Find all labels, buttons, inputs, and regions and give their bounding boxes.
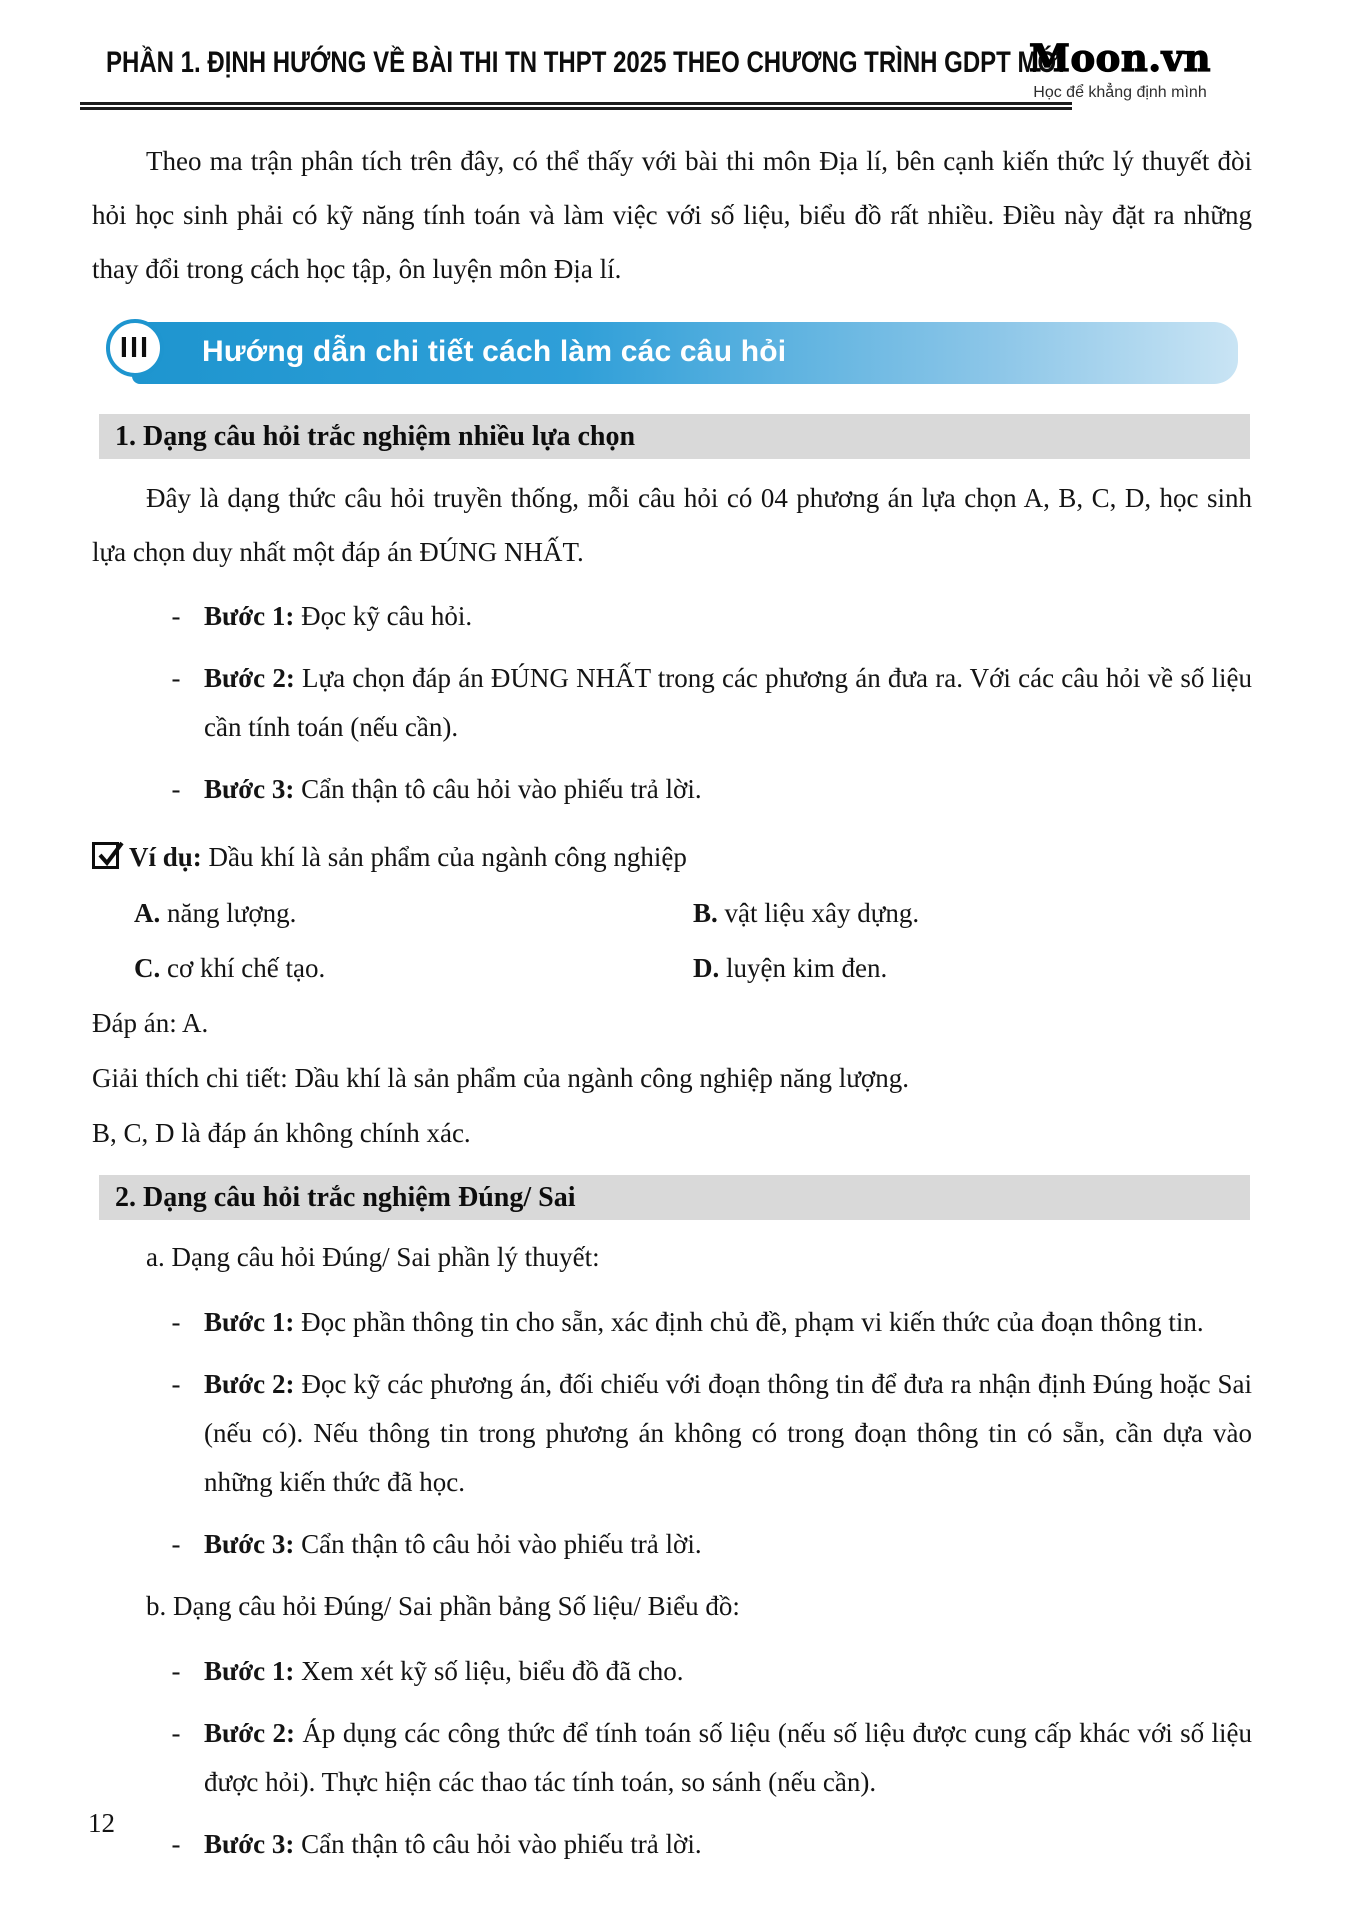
part-1-intro: Đây là dạng thức câu hỏi truyền thống, mỗi câu hỏi có 04 phương án lựa chọn A, B, C, D, học sinh lựa chọn duy nhất một đáp án ĐÚNG NHẤT. [92, 483, 1252, 567]
part2b-step-2 [92, 1709, 1252, 1807]
bullet-dash: - [171, 1656, 181, 1686]
option-d: D. luyện kim đen. [693, 953, 888, 983]
bullet-dash: - [171, 601, 181, 631]
note-line: B, C, D là đáp án không chính xác. [92, 1118, 471, 1148]
bullet-dash: - [171, 663, 181, 693]
page-number: 12 [88, 1808, 115, 1838]
part-1-heading: 1. Dạng câu hỏi trắc nghiệm nhiều lựa chọn [99, 414, 1250, 459]
answer-block [92, 996, 1252, 1161]
bullet-dash: - [171, 1307, 181, 1337]
step-label: Bước 2: [204, 1718, 296, 1748]
section-numeral-badge: III [106, 319, 164, 377]
intro-paragraph: Theo ma trận phân tích trên đây, có thể thấy với bài thi môn Địa lí, bên cạnh kiến thức lý thuyết đòi hỏi học sinh phải có kỹ năng tính toán và làm việc với số liệu, biểu đồ rất nhiều. Điều này đặt ra những thay đổi trong cách học tập, ôn luyện môn Địa lí. [92, 146, 1252, 284]
section-3-title: Hướng dẫn chi tiết cách làm các câu hỏi [202, 335, 787, 368]
option-c: C. cơ khí chế tạo. [134, 953, 326, 983]
step-text: Lựa chọn đáp án ĐÚNG NHẤT trong các phương án đưa ra. Với các câu hỏi về số liệu cần tính toán (nếu cần). [204, 663, 1253, 742]
part1-step-1 [92, 592, 1252, 641]
example-question: Dầu khí là sản phẩm của ngành công nghiệp [208, 842, 687, 872]
moon-vn-logo: Moon.vn [1029, 36, 1211, 80]
step-text: Cẩn thận tô câu hỏi vào phiếu trả lời. [301, 774, 702, 804]
logo-block [1006, 36, 1234, 102]
logo-tagline: Học để khẳng định mình [1033, 84, 1207, 101]
bullet-dash: - [171, 1718, 181, 1748]
step-text: Áp dụng các công thức để tính toán số liệu (nếu số liệu được cung cấp khác với số liệu được hỏi). Thực hiện các thao tác tính toán, so sánh (nếu cần). [204, 1718, 1253, 1797]
step-label: Bước 1: [204, 601, 295, 631]
part2b-step-3 [92, 1820, 1252, 1869]
step-label: Bước 2: [204, 1369, 295, 1399]
step-label: Bước 3: [204, 1529, 295, 1559]
page-title: PHẦN 1. ĐỊNH HƯỚNG VỀ BÀI THI TN THPT 2025 THEO CHƯƠNG TRÌNH GDPT MỚI [106, 46, 1065, 79]
step-label: Bước 3: [204, 774, 295, 804]
part2b-step-1 [92, 1647, 1252, 1696]
step-text: Đọc phần thông tin cho sẵn, xác định chủ đề, phạm vi kiến thức của đoạn thông tin. [301, 1307, 1204, 1337]
bullet-dash: - [171, 1829, 181, 1859]
step-text: Đọc kỹ các phương án, đối chiếu với đoạn thông tin để đưa ra nhận định Đúng hoặc Sai (nếu có). Nếu thông tin trong phương án không có trong đoạn thông tin có sẵn, cần dựa vào những kiến thức đã học. [204, 1369, 1253, 1497]
step-label: Bước 2: [204, 663, 295, 693]
bullet-dash: - [171, 774, 181, 804]
step-text: Xem xét kỹ số liệu, biểu đồ đã cho. [301, 1656, 684, 1686]
part1-step-2 [92, 654, 1252, 752]
page-header [92, 30, 1252, 122]
answer-line: Đáp án: A. [92, 1008, 209, 1038]
bullet-dash: - [171, 1369, 181, 1399]
option-b: B. vật liệu xây dựng. [693, 898, 920, 928]
header-divider [80, 102, 1072, 110]
part2a-step-3 [92, 1520, 1252, 1569]
example-line [92, 830, 1252, 884]
step-text: Đọc kỹ câu hỏi. [301, 601, 473, 631]
example-options [134, 886, 1252, 996]
checked-checkbox-icon [92, 842, 119, 869]
part2-sub-a-heading: a. Dạng câu hỏi Đúng/ Sai phần lý thuyết: [146, 1242, 600, 1272]
step-label: Bước 3: [204, 1829, 295, 1859]
step-label: Bước 1: [204, 1307, 295, 1337]
part-2-heading: 2. Dạng câu hỏi trắc nghiệm Đúng/ Sai [99, 1175, 1250, 1220]
option-a: A. năng lượng. [134, 898, 297, 928]
part2a-step-1 [92, 1298, 1252, 1347]
step-text: Cẩn thận tô câu hỏi vào phiếu trả lời. [301, 1829, 702, 1859]
part2a-step-2 [92, 1360, 1252, 1507]
step-text: Cẩn thận tô câu hỏi vào phiếu trả lời. [301, 1529, 702, 1559]
bullet-dash: - [171, 1529, 181, 1559]
explanation-line: Giải thích chi tiết: Dầu khí là sản phẩm của ngành công nghiệp năng lượng. [92, 1063, 909, 1093]
step-label: Bước 1: [204, 1656, 295, 1686]
example-label: Ví dụ: [129, 842, 202, 872]
section-3-banner [119, 322, 1238, 384]
part2-sub-b-heading: b. Dạng câu hỏi Đúng/ Sai phần bảng Số liệu/ Biểu đồ: [146, 1591, 740, 1621]
part1-step-3 [92, 765, 1252, 814]
